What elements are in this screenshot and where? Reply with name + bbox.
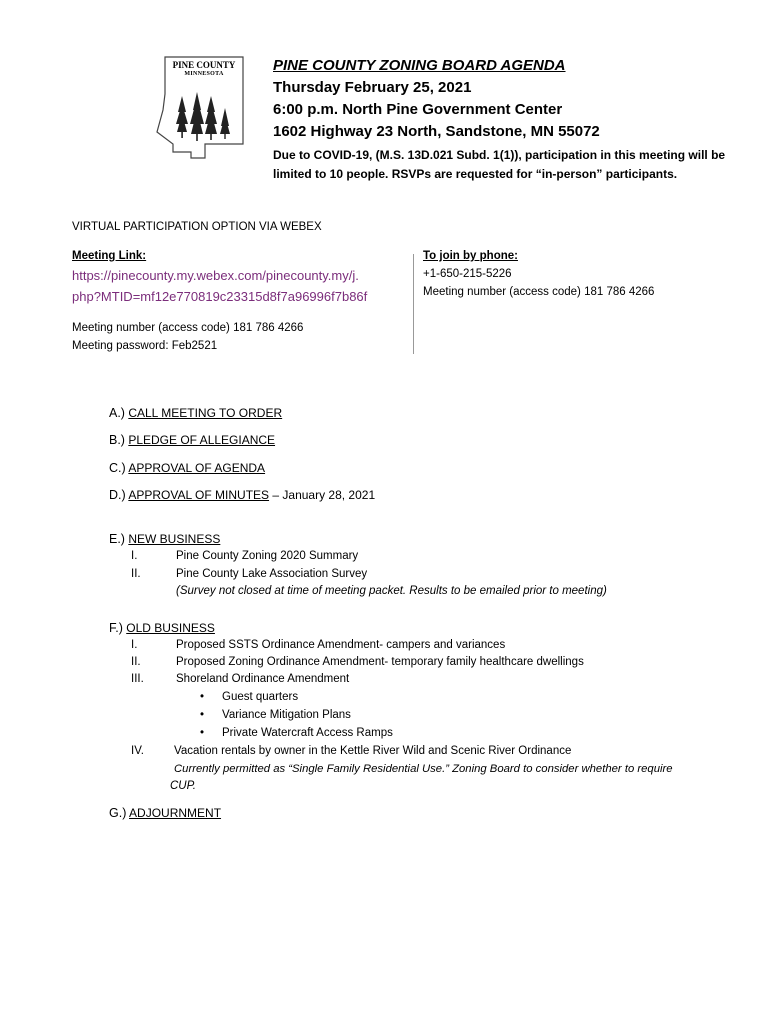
agenda-item-d — [109, 488, 375, 502]
column-divider — [413, 254, 414, 354]
virtual-heading: VIRTUAL PARTICIPATION OPTION VIA WEBEX — [72, 221, 322, 233]
vacation-rental-note: Currently permitted as “Single Family Residential Use.” Zoning Board to consider whether to require — [174, 763, 673, 775]
agenda-item-g — [109, 806, 221, 820]
bullet-icon: • — [200, 709, 205, 721]
sub-item-text: Proposed SSTS Ordinance Amendment- campers and variances — [176, 639, 506, 651]
agenda-letter: F.) — [109, 621, 123, 635]
meeting-link-label: Meeting Link: — [72, 250, 147, 262]
agenda-letter: C.) — [109, 461, 126, 475]
bullet-icon: • — [200, 691, 205, 703]
page-title: PINE COUNTY ZONING BOARD AGENDA — [273, 57, 566, 74]
agenda-letter: E.) — [109, 532, 125, 546]
sub-item-number: II. — [131, 568, 141, 580]
sub-item-number: IV. — [131, 745, 145, 757]
agenda-item-a — [109, 406, 282, 420]
meeting-password: Meeting password: Feb2521 — [72, 340, 218, 352]
bullet-text: Private Watercraft Access Ramps — [222, 727, 393, 739]
covid-notice: Due to COVID-19, (M.S. 13D.021 Subd. 1(1)), participation in this meeting will be limited to 10 people. RSVPs are requested for “in-person” participants. — [273, 148, 726, 181]
sub-item-number: III. — [131, 673, 144, 685]
agenda-item-b — [109, 433, 275, 447]
phone-label: To join by phone: — [423, 250, 518, 262]
agenda-letter: A.) — [109, 406, 125, 420]
agenda-label: CALL MEETING TO ORDER — [128, 406, 283, 420]
agenda-label: APPROVAL OF AGENDA — [128, 461, 266, 475]
sub-item-text: Pine County Zoning 2020 Summary — [176, 550, 359, 562]
meeting-link-line2[interactable]: php?MTID=mf12e770819c23315d8f7a96996f7b86f — [72, 289, 368, 304]
logo-title: PINE COUNTY — [172, 60, 236, 70]
agenda-label: OLD BUSINESS — [126, 621, 215, 635]
logo-subtitle: MINNESOTA — [184, 71, 224, 77]
meeting-number: Meeting number (access code) 181 786 4266 — [72, 322, 304, 334]
meeting-time-place: 6:00 p.m. North Pine Government Center — [273, 101, 563, 118]
agenda-letter: D.) — [109, 488, 126, 502]
agenda-item-f — [109, 621, 215, 635]
meeting-address: 1602 Highway 23 North, Sandstone, MN 55072 — [273, 123, 600, 140]
sub-item-text: Proposed Zoning Ordinance Amendment- temporary family healthcare dwellings — [176, 656, 584, 668]
agenda-suffix: – January 28, 2021 — [269, 488, 376, 502]
agenda-label: PLEDGE OF ALLEGIANCE — [128, 433, 276, 447]
county-logo — [155, 54, 247, 162]
sub-item-text: Pine County Lake Association Survey — [176, 568, 368, 580]
survey-note: (Survey not closed at time of meeting packet. Results to be emailed prior to meeting) — [176, 585, 607, 597]
meeting-link[interactable] — [72, 265, 367, 307]
meeting-date: Thursday February 25, 2021 — [273, 79, 472, 96]
sub-item-number: I. — [131, 550, 138, 562]
phone-number: +1-650-215-5226 — [423, 268, 512, 280]
sub-item-text: Vacation rentals by owner in the Kettle River Wild and Scenic River Ordinance — [174, 745, 572, 757]
meeting-link-line1[interactable]: https://pinecounty.my.webex.com/pinecounty.my/j. — [72, 268, 359, 283]
agenda-item-e — [109, 532, 220, 546]
phone-meeting-number: Meeting number (access code) 181 786 4266 — [423, 286, 655, 298]
bullet-icon: • — [200, 727, 205, 739]
bullet-text: Guest quarters — [222, 691, 299, 703]
vacation-rental-note-cont: CUP. — [170, 780, 196, 792]
agenda-letter: G.) — [109, 806, 127, 820]
sub-item-number: I. — [131, 639, 138, 651]
sub-item-text: Shoreland Ordinance Amendment — [176, 673, 350, 685]
agenda-label: NEW BUSINESS — [128, 532, 221, 546]
agenda-label: APPROVAL OF MINUTES — [128, 488, 270, 502]
agenda-label: ADJOURNMENT — [129, 806, 222, 820]
bullet-text: Variance Mitigation Plans — [222, 709, 351, 721]
agenda-item-c — [109, 461, 265, 475]
sub-item-number: II. — [131, 656, 141, 668]
agenda-letter: B.) — [109, 433, 125, 447]
